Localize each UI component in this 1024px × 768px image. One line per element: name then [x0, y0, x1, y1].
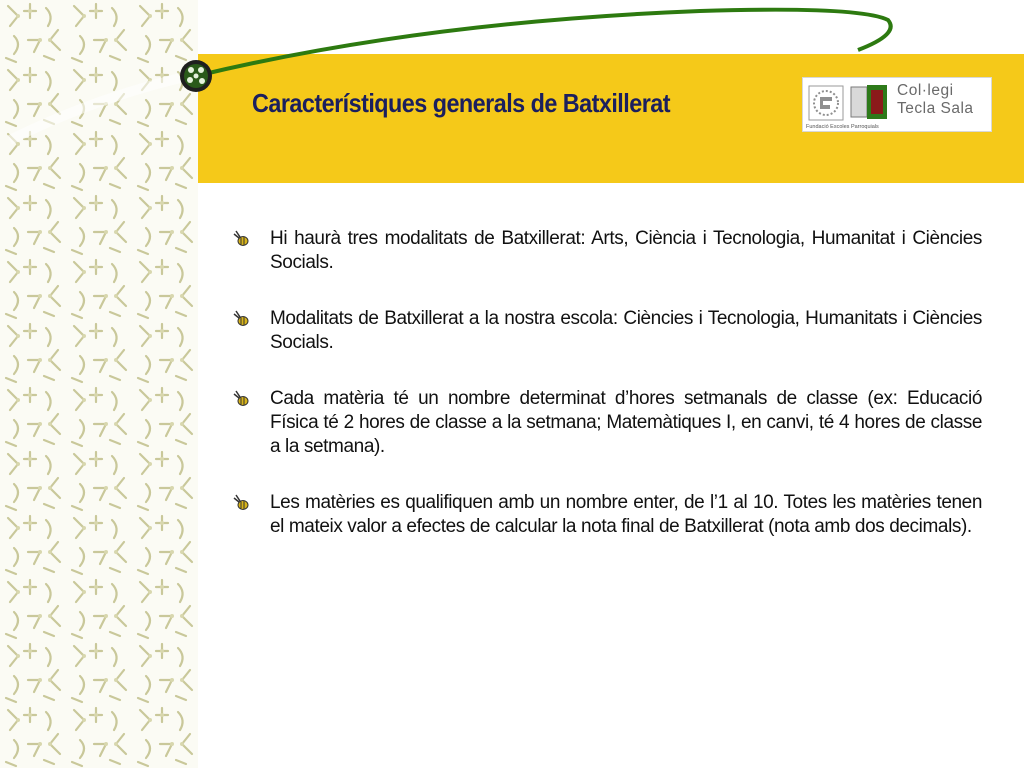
bullet-item — [232, 491, 982, 539]
bullet-text: Cada matèria té un nombre determinat d’hores setmanals de classe (ex: Educació Física té 2 hores de classe a la setmana; Matemàtiques I, en canvi, té 4 hores de classe a la setmana). — [270, 388, 982, 457]
bullet-list — [232, 227, 982, 571]
bee-bullet-icon — [232, 230, 250, 248]
bullet-text: Modalitats de Batxillerat a la nostra escola: Ciències i Tecnologia, Humanitats i Ciències Socials. — [270, 308, 982, 353]
bullet-item — [232, 307, 982, 355]
logo-name-line1: Col·legi — [897, 82, 954, 99]
bee-bullet-icon — [232, 390, 250, 408]
background-pattern — [0, 0, 198, 768]
bullet-text: Hi haurà tres modalitats de Batxillerat: Arts, Ciència i Tecnologia, Humanitat i Ciències Socials. — [270, 228, 982, 273]
slide-title: Característiques generals de Batxillerat — [252, 88, 671, 118]
bullet-item — [232, 227, 982, 275]
logo-subtitle: Fundació Escoles Parroquials — [806, 124, 879, 130]
bullet-item — [232, 387, 982, 459]
bee-bullet-icon — [232, 494, 250, 512]
bullet-text: Les matèries es qualifiquen amb un nombre enter, de l’1 al 10. Totes les matèries tenen el mateix valor a efectes de calcular la nota final de Batxillerat (nota amb dos decimals). — [270, 492, 982, 537]
bee-bullet-icon — [232, 310, 250, 328]
school-logo — [802, 77, 992, 132]
foundation-emblem-icon — [808, 85, 844, 121]
book-icon — [850, 83, 888, 121]
logo-name-line2: Tecla Sala — [897, 100, 974, 117]
